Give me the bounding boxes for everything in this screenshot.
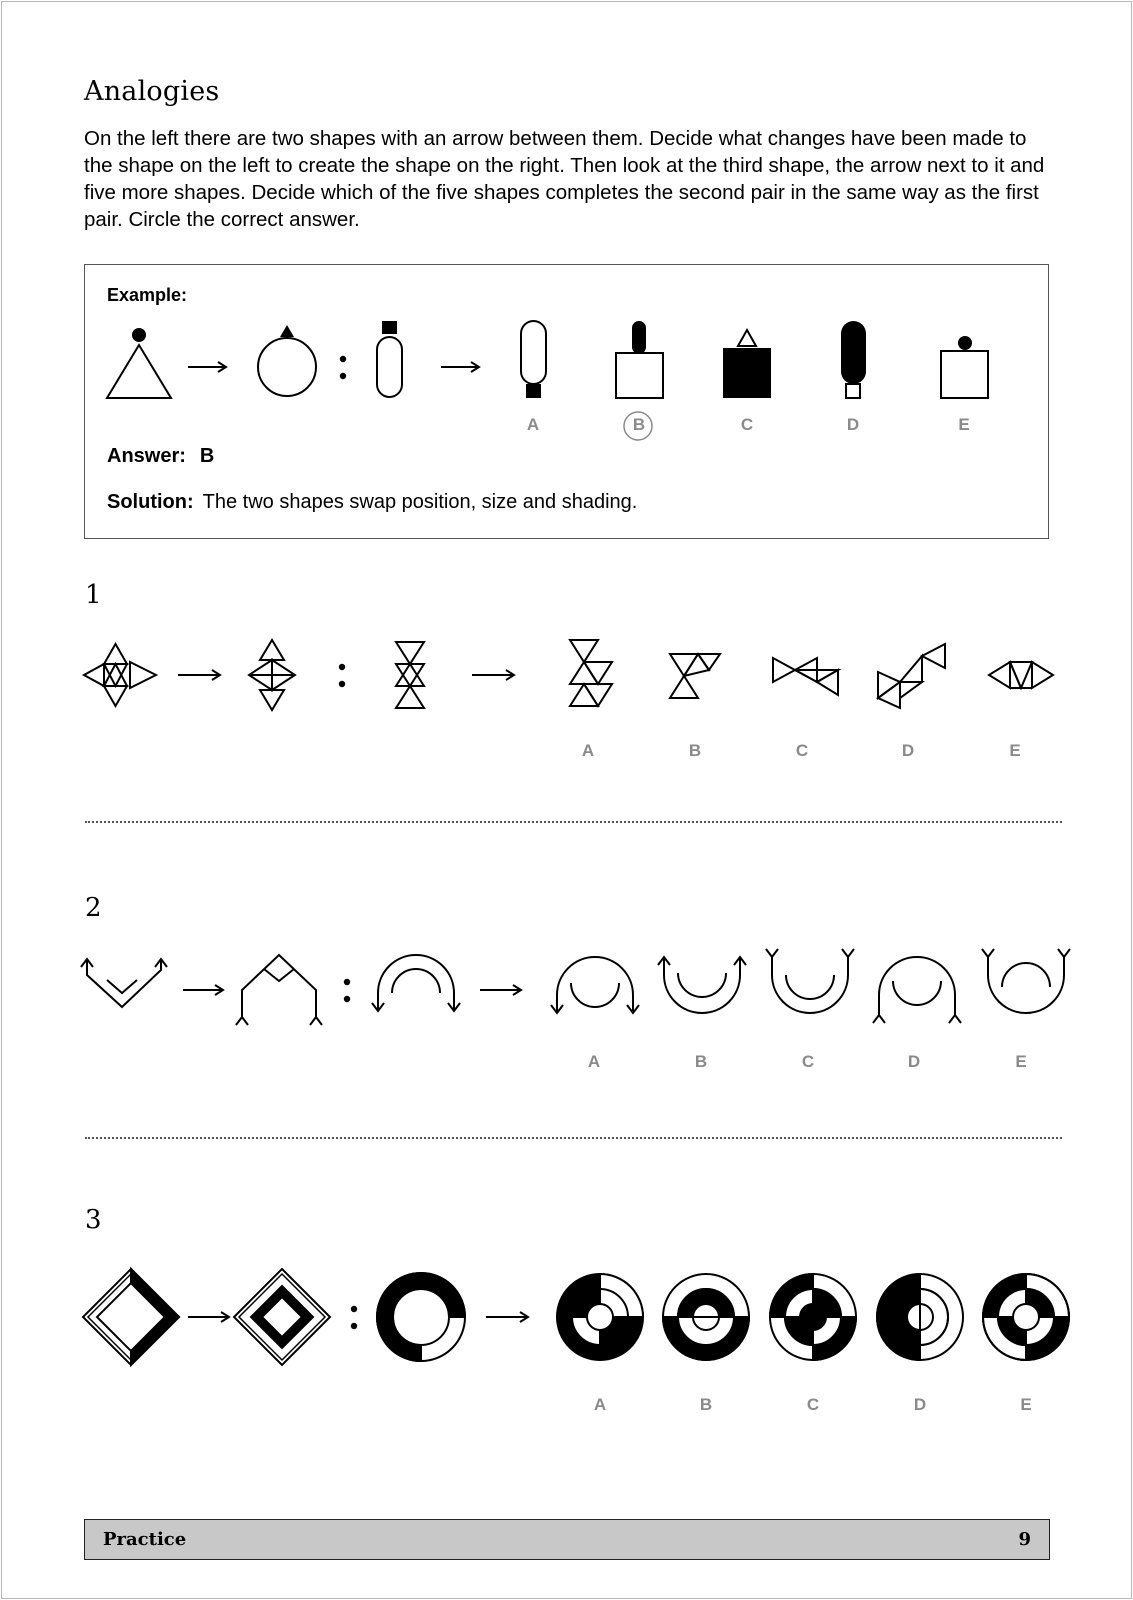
q2-option-label-c: C — [801, 1052, 815, 1071]
q3-colon — [351, 1306, 357, 1329]
example-option-label-b: B — [632, 415, 646, 434]
solution-label: Solution: — [107, 491, 194, 513]
example-option-e[interactable] — [941, 336, 988, 398]
q3-option-label-c: C — [806, 1395, 820, 1414]
question-3-figures — [0, 1260, 1133, 1370]
q3-option-label-b: B — [699, 1395, 713, 1414]
example-arrow-1 — [188, 362, 226, 372]
example-box — [84, 264, 1049, 539]
example-label: Example: — [107, 285, 188, 305]
example-option-label-a: A — [526, 415, 540, 434]
q1-figure-2 — [249, 640, 295, 710]
q3-option-d[interactable] — [877, 1274, 963, 1360]
q1-arrow-2 — [472, 670, 514, 680]
q2-option-label-a: A — [587, 1052, 601, 1071]
question-1-number: 1 — [85, 580, 102, 610]
q1-figure-1 — [84, 644, 156, 706]
q1-option-label-e: E — [1009, 741, 1021, 760]
q3-arrow-1 — [188, 1312, 229, 1322]
q2-colon — [344, 979, 350, 1002]
q2-arrow-2 — [480, 985, 521, 995]
example-arrow-2 — [441, 362, 479, 372]
q3-figure-1 — [83, 1269, 179, 1365]
q3-option-label-a: A — [593, 1395, 607, 1414]
example-colon — [340, 356, 346, 379]
example-option-label-e: E — [958, 415, 970, 434]
q2-arrow-1 — [183, 985, 223, 995]
question-2-number: 2 — [85, 893, 102, 923]
instructions: On the left there are two shapes with an arrow between them. Decide what changes have been made to the shape on the left to create the shape on the right. Then look at the third shape, the arrow next to it and five more shapes. Decide which of the five shapes completes the second pair in the same way as the first pair. Circle the correct answer. — [84, 127, 1045, 231]
example-figure-1 — [107, 328, 171, 398]
q2-option-label-e: E — [1015, 1052, 1027, 1071]
example-option-a[interactable] — [521, 321, 546, 398]
divider-1 — [85, 821, 1062, 823]
example-figure-3 — [377, 321, 402, 397]
example-option-label-c: C — [740, 415, 754, 434]
q3-figure-3 — [377, 1273, 465, 1361]
q2-figure-1 — [81, 959, 167, 1007]
footer-bar — [84, 1519, 1050, 1560]
q2-figure-2 — [236, 955, 322, 1025]
q2-option-b[interactable] — [658, 957, 746, 1013]
q2-option-label-d: D — [907, 1052, 921, 1071]
q3-option-a[interactable] — [557, 1274, 643, 1360]
example-figure-2 — [258, 325, 316, 396]
q3-option-c[interactable] — [770, 1274, 856, 1360]
page-title: Analogies — [84, 76, 220, 107]
q2-option-label-b: B — [694, 1052, 708, 1071]
example-answer — [107, 445, 214, 468]
page-number: 9 — [1018, 1529, 1031, 1550]
q1-colon — [339, 664, 345, 687]
q1-option-c[interactable] — [773, 658, 838, 695]
q1-option-a[interactable] — [570, 640, 612, 706]
q1-option-e[interactable] — [989, 662, 1053, 688]
example-option-d[interactable] — [841, 321, 866, 398]
answer-label: Answer: — [107, 445, 186, 467]
question-1-figures — [0, 620, 1133, 730]
q3-option-b[interactable] — [663, 1274, 749, 1360]
q3-option-label-e: E — [1020, 1395, 1032, 1414]
q2-option-e[interactable] — [982, 949, 1070, 1013]
q1-option-label-c: C — [795, 741, 809, 760]
q1-option-b[interactable] — [670, 654, 720, 698]
q3-option-e[interactable] — [983, 1274, 1069, 1360]
question-2-figures — [0, 945, 1133, 1035]
q2-figure-3 — [372, 955, 460, 1011]
divider-2 — [85, 1137, 1062, 1139]
q1-arrow-1 — [178, 670, 220, 680]
q1-option-label-d: D — [901, 741, 915, 760]
q3-option-label-d: D — [913, 1395, 927, 1414]
example-solution — [107, 491, 637, 514]
q3-arrow-2 — [486, 1312, 528, 1322]
q1-option-label-a: A — [581, 741, 595, 760]
example-option-label-d: D — [846, 415, 860, 434]
solution-text: The two shapes swap position, size and shading. — [202, 491, 638, 513]
question-3-number: 3 — [85, 1205, 102, 1235]
example-option-c[interactable] — [723, 330, 771, 398]
q3-figure-2 — [234, 1269, 330, 1365]
q2-option-a[interactable] — [551, 957, 639, 1013]
answer-value: B — [199, 445, 215, 467]
footer-section: Practice — [103, 1529, 187, 1550]
example-option-b[interactable] — [616, 321, 663, 398]
q1-figure-3 — [396, 642, 424, 708]
q1-option-d[interactable] — [878, 644, 945, 708]
q2-option-d[interactable] — [873, 957, 961, 1023]
q2-option-c[interactable] — [766, 949, 854, 1013]
q1-option-label-b: B — [688, 741, 702, 760]
example-figures — [85, 265, 1050, 440]
